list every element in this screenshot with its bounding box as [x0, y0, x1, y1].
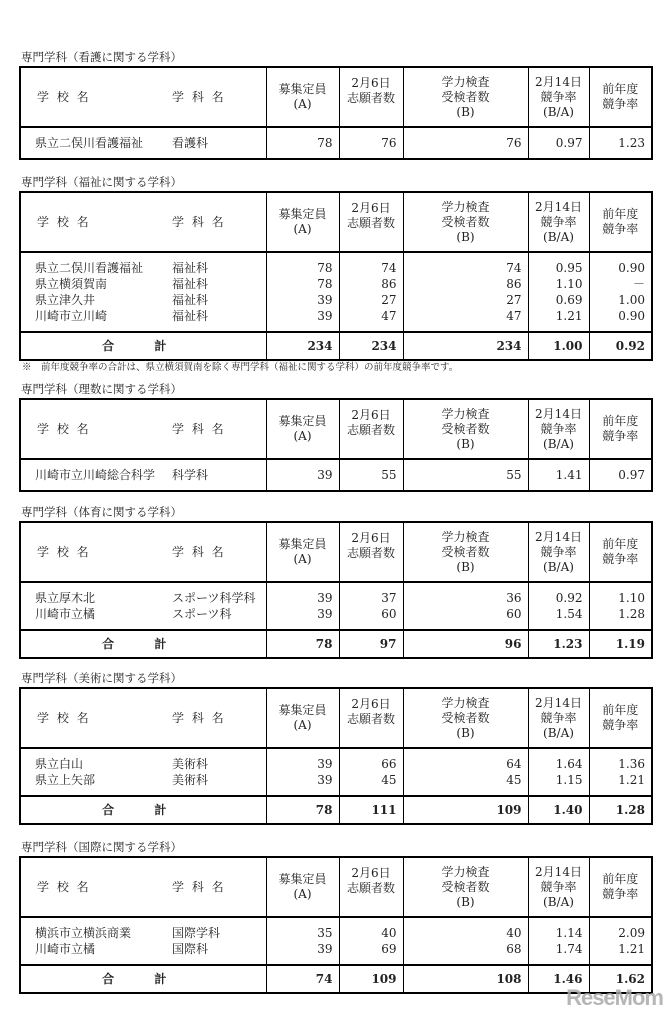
capacity: 39: [266, 292, 339, 308]
table-row: [20, 292, 652, 308]
header-row: [20, 67, 652, 127]
table-row: [20, 941, 652, 965]
school-name: 県立厚木北: [20, 582, 164, 606]
applicants: 86: [339, 276, 403, 292]
capacity: 39: [266, 748, 339, 772]
prev-ratio: 1.21: [589, 772, 652, 796]
school-name: 県立津久井: [20, 292, 164, 308]
applicants: 76: [339, 127, 403, 159]
header-ratio: 2月14日 競争率 (B/A): [528, 857, 589, 917]
results-table: [19, 687, 653, 825]
applicants: 47: [339, 308, 403, 332]
header-ratio: 2月14日 競争率 (B/A): [528, 522, 589, 582]
header-applicants: 2月6日 志願者数: [339, 857, 403, 917]
total-value: 1.00: [528, 332, 589, 360]
section: [19, 49, 651, 160]
total-value: 1.28: [589, 796, 652, 824]
total-value: 78: [266, 630, 339, 658]
header-school: 学 校 名: [37, 89, 91, 104]
dept-name: 福祉科: [172, 309, 209, 323]
examinees: 27: [403, 292, 528, 308]
applicants: 60: [339, 606, 403, 630]
header-applicants: 2月6日 志願者数: [339, 688, 403, 748]
applicants: 69: [339, 941, 403, 965]
capacity: 78: [266, 276, 339, 292]
total-value: 109: [403, 796, 528, 824]
school-name: 川崎市立橘: [20, 941, 164, 965]
total-value: 97: [339, 630, 403, 658]
capacity: 39: [266, 308, 339, 332]
applicants: 55: [339, 459, 403, 491]
ratio: 0.95: [528, 252, 589, 276]
table-row: [20, 308, 652, 332]
header-dept: 学 科 名: [172, 710, 226, 725]
results-table: [19, 521, 653, 659]
examinees: 76: [403, 127, 528, 159]
ratio: 0.69: [528, 292, 589, 308]
dept-name: 国際科: [172, 942, 209, 956]
school-name: 県立白山: [20, 748, 164, 772]
header-dept: 学 科 名: [172, 214, 226, 229]
table-row: [20, 917, 652, 941]
school-name: 川崎市立川崎: [20, 308, 164, 332]
table-row: [20, 127, 652, 159]
table-row: [20, 276, 652, 292]
header-dept: 学 科 名: [172, 879, 226, 894]
applicants: 27: [339, 292, 403, 308]
applicants: 45: [339, 772, 403, 796]
ratio: 1.15: [528, 772, 589, 796]
section-title: 専門学科（体育に関する学科）: [21, 505, 182, 519]
header-prev-ratio: 前年度 競争率: [589, 192, 652, 252]
header-prev-ratio: 前年度 競争率: [589, 857, 652, 917]
header-dept: 学 科 名: [172, 421, 226, 436]
prev-ratio: 0.90: [589, 252, 652, 276]
school-name: 県立横須賀南: [20, 276, 164, 292]
school-name: 県立上矢部: [20, 772, 164, 796]
header-prev-ratio: 前年度 競争率: [589, 522, 652, 582]
section: [19, 174, 651, 361]
section-title: 専門学科（国際に関する学科）: [21, 840, 182, 854]
applicants: 74: [339, 252, 403, 276]
table-row: [20, 772, 652, 796]
dept-name: 福祉科: [172, 261, 209, 275]
header-applicants: 2月6日 志願者数: [339, 522, 403, 582]
examinees: 36: [403, 582, 528, 606]
header-examinees: 学力検査 受検者数 (B): [403, 688, 528, 748]
header-dept: 学 科 名: [172, 89, 226, 104]
header-row: [20, 857, 652, 917]
capacity: 39: [266, 772, 339, 796]
applicants: 37: [339, 582, 403, 606]
ratio: 1.10: [528, 276, 589, 292]
examinees: 74: [403, 252, 528, 276]
school-name: 川崎市立川崎総合科学: [20, 459, 164, 491]
total-value: 108: [403, 965, 528, 993]
prev-ratio: 1.21: [589, 941, 652, 965]
prev-ratio: －: [589, 276, 652, 292]
total-value: 78: [266, 796, 339, 824]
examinees: 55: [403, 459, 528, 491]
total-row: [20, 965, 652, 993]
school-name: 県立二俣川看護福祉: [20, 252, 164, 276]
ratio: 1.64: [528, 748, 589, 772]
header-capacity: 募集定員 (A): [266, 67, 339, 127]
header-examinees: 学力検査 受検者数 (B): [403, 522, 528, 582]
results-table: [19, 856, 653, 994]
dept-name: スポーツ科学科: [172, 591, 256, 605]
header-prev-ratio: 前年度 競争率: [589, 67, 652, 127]
capacity: 39: [266, 941, 339, 965]
examinees: 64: [403, 748, 528, 772]
header-ratio: 2月14日 競争率 (B/A): [528, 688, 589, 748]
header-school: 学 校 名: [37, 710, 91, 725]
ratio: 1.14: [528, 917, 589, 941]
section: [19, 381, 651, 492]
header-school: 学 校 名: [37, 421, 91, 436]
ratio: 0.97: [528, 127, 589, 159]
results-table: [19, 191, 653, 361]
total-label: 合 計: [20, 796, 266, 824]
total-value: 1.23: [528, 630, 589, 658]
resemom-logo: ReseMom: [566, 985, 663, 1010]
examinees: 45: [403, 772, 528, 796]
section-title: 専門学科（福祉に関する学科）: [21, 175, 182, 189]
examinees: 40: [403, 917, 528, 941]
prev-ratio: 1.10: [589, 582, 652, 606]
header-capacity: 募集定員 (A): [266, 522, 339, 582]
examinees: 60: [403, 606, 528, 630]
dept-name: 美術科: [172, 773, 209, 787]
capacity: 39: [266, 459, 339, 491]
table-row: [20, 459, 652, 491]
header-applicants: 2月6日 志願者数: [339, 399, 403, 459]
ratio: 1.54: [528, 606, 589, 630]
total-label: 合 計: [20, 332, 266, 360]
header-examinees: 学力検査 受検者数 (B): [403, 857, 528, 917]
header-row: [20, 688, 652, 748]
total-value: 234: [266, 332, 339, 360]
dept-name: 福祉科: [172, 293, 209, 307]
capacity: 78: [266, 252, 339, 276]
total-value: 1.40: [528, 796, 589, 824]
section-title: 専門学科（美術に関する学科）: [21, 671, 182, 685]
results-table: [19, 66, 653, 160]
header-ratio: 2月14日 競争率 (B/A): [528, 192, 589, 252]
school-name: 川崎市立橘: [20, 606, 164, 630]
header-examinees: 学力検査 受検者数 (B): [403, 399, 528, 459]
total-value: 0.92: [589, 332, 652, 360]
total-row: [20, 630, 652, 658]
header-school: 学 校 名: [37, 544, 91, 559]
header-row: [20, 522, 652, 582]
header-school: 学 校 名: [37, 214, 91, 229]
total-label: 合 計: [20, 630, 266, 658]
header-capacity: 募集定員 (A): [266, 857, 339, 917]
capacity: 39: [266, 606, 339, 630]
dept-name: 科学科: [172, 468, 209, 482]
total-value: 234: [403, 332, 528, 360]
prev-ratio: 1.36: [589, 748, 652, 772]
examinees: 86: [403, 276, 528, 292]
dept-name: スポーツ科: [172, 607, 232, 621]
total-value: 234: [339, 332, 403, 360]
header-capacity: 募集定員 (A): [266, 192, 339, 252]
ratio: 1.74: [528, 941, 589, 965]
total-value: 1.19: [589, 630, 652, 658]
section: [19, 839, 651, 994]
total-value: 109: [339, 965, 403, 993]
dept-name: 国際学科: [172, 926, 221, 940]
ratio: 0.92: [528, 582, 589, 606]
prev-ratio: 1.00: [589, 292, 652, 308]
prev-ratio: 2.09: [589, 917, 652, 941]
applicants: 66: [339, 748, 403, 772]
prev-ratio: 1.23: [589, 127, 652, 159]
header-ratio: 2月14日 競争率 (B/A): [528, 67, 589, 127]
header-school: 学 校 名: [37, 879, 91, 894]
examinees: 68: [403, 941, 528, 965]
capacity: 35: [266, 917, 339, 941]
header-capacity: 募集定員 (A): [266, 688, 339, 748]
dept-name: 美術科: [172, 757, 209, 771]
total-row: [20, 332, 652, 360]
prev-ratio: 1.28: [589, 606, 652, 630]
section-title: 専門学科（看護に関する学科）: [21, 50, 182, 64]
header-examinees: 学力検査 受検者数 (B): [403, 67, 528, 127]
section-title: 専門学科（理数に関する学科）: [21, 382, 182, 396]
table-row: [20, 252, 652, 276]
header-prev-ratio: 前年度 競争率: [589, 399, 652, 459]
capacity: 39: [266, 582, 339, 606]
school-name: 県立二俣川看護福祉: [20, 127, 164, 159]
total-value: 96: [403, 630, 528, 658]
results-table: [19, 398, 653, 492]
applicants: 40: [339, 917, 403, 941]
examinees: 47: [403, 308, 528, 332]
prev-ratio: 0.97: [589, 459, 652, 491]
section: [19, 670, 651, 825]
header-applicants: 2月6日 志願者数: [339, 192, 403, 252]
ratio: 1.21: [528, 308, 589, 332]
table-row: [20, 582, 652, 606]
total-label: 合 計: [20, 965, 266, 993]
total-row: [20, 796, 652, 824]
table-row: [20, 748, 652, 772]
header-dept: 学 科 名: [172, 544, 226, 559]
total-value: 74: [266, 965, 339, 993]
table-row: [20, 606, 652, 630]
header-capacity: 募集定員 (A): [266, 399, 339, 459]
footnote: ※ 前年度競争率の合計は、県立横須賀南を除く専門学科（福祉に関する学科）の前年度競争率です。: [22, 362, 459, 373]
dept-name: 福祉科: [172, 277, 209, 291]
total-value: 1.62: [589, 965, 652, 993]
capacity: 78: [266, 127, 339, 159]
total-value: 111: [339, 796, 403, 824]
header-examinees: 学力検査 受検者数 (B): [403, 192, 528, 252]
prev-ratio: 0.90: [589, 308, 652, 332]
school-name: 横浜市立横浜商業: [20, 917, 164, 941]
header-prev-ratio: 前年度 競争率: [589, 688, 652, 748]
header-ratio: 2月14日 競争率 (B/A): [528, 399, 589, 459]
ratio: 1.41: [528, 459, 589, 491]
total-value: 1.46: [528, 965, 589, 993]
header-applicants: 2月6日 志願者数: [339, 67, 403, 127]
header-row: [20, 399, 652, 459]
section: [19, 504, 651, 659]
header-row: [20, 192, 652, 252]
dept-name: 看護科: [172, 136, 209, 150]
